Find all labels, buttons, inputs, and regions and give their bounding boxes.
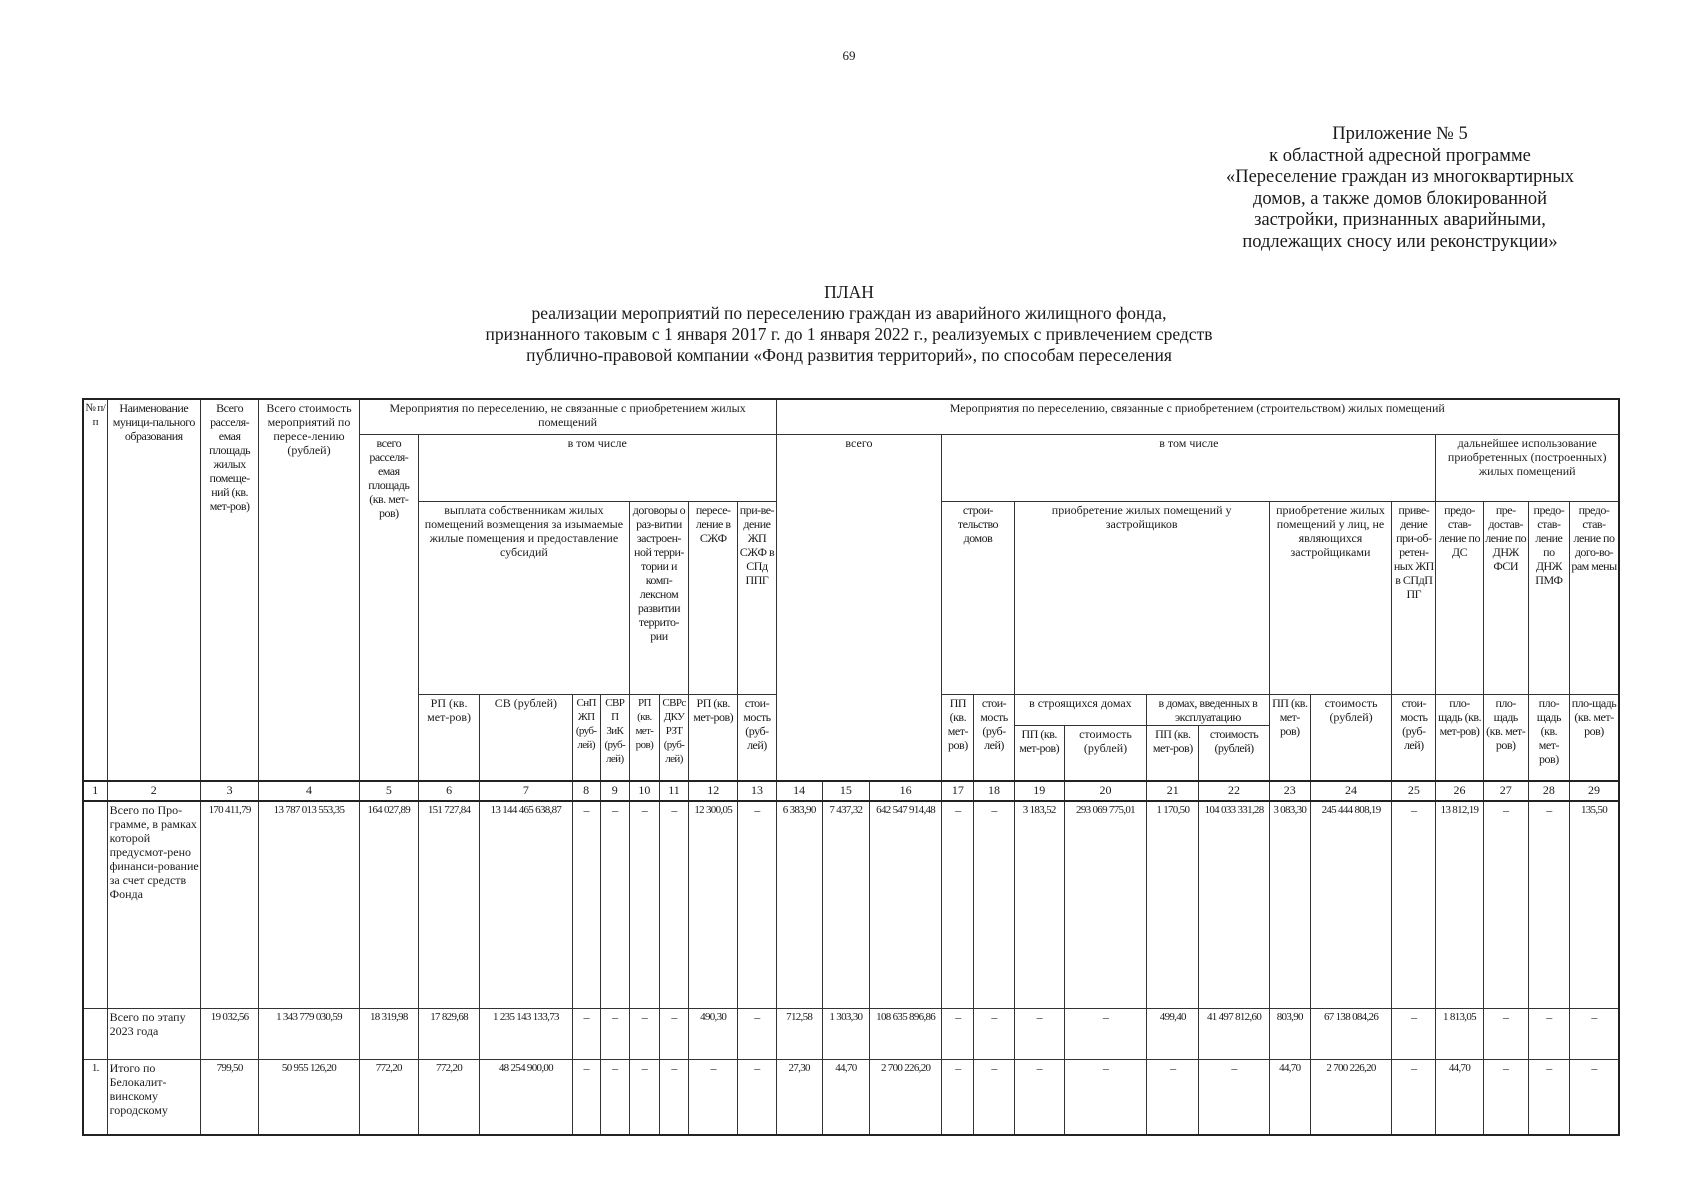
table-cell: – [1528, 1060, 1569, 1136]
table-cell: 19 032,56 [201, 1009, 259, 1060]
th-sv: СВ (рублей) [480, 695, 572, 782]
th-prov-fsi: пре-достав-ление по ДНЖ ФСИ [1483, 502, 1528, 695]
table-cell: 1 235 143 133,73 [480, 1009, 572, 1060]
th-b-including: в том числе [942, 435, 1436, 502]
table-cell: 44,70 [1436, 1060, 1483, 1136]
th-payout: выплата собственникам жилых помещений возмещения за изымаемые жилые помещения и предоставление субсидий [418, 502, 629, 695]
table-cell: 135,50 [1569, 801, 1619, 1009]
table-cell: 13 812,19 [1436, 801, 1483, 1009]
column-number: 6 [418, 781, 479, 801]
table-cell: – [572, 801, 600, 1009]
column-number: 15 [822, 781, 869, 801]
th-group-acquisition: Мероприятия по переселению, связанные с приобретением (строительством) жилых помещений [776, 399, 1619, 435]
th-b-total: всего [776, 435, 942, 782]
table-cell: 499,40 [1147, 1009, 1199, 1060]
column-number: 18 [974, 781, 1014, 801]
column-number: 8 [572, 781, 600, 801]
column-number: 20 [1064, 781, 1146, 801]
column-number: 4 [259, 781, 359, 801]
table-cell [83, 801, 107, 1009]
appendix-line: домов, а также домов блокированной [1252, 188, 1548, 209]
th-in-building: в строящихся домах [1014, 695, 1147, 726]
table-cell: – [689, 1060, 738, 1136]
table-cell: 1 343 779 030,59 [259, 1009, 359, 1060]
table-cell: 3 183,52 [1014, 801, 1064, 1009]
table-cell: 293 069 775,01 [1064, 801, 1146, 1009]
column-number: 29 [1569, 781, 1619, 801]
th-in-use-cost: стоимость (рублей) [1199, 726, 1269, 782]
table-cell: – [942, 1009, 974, 1060]
column-number: 13 [738, 781, 776, 801]
table-cell: – [974, 1009, 1014, 1060]
table-cell: 7 437,32 [822, 801, 869, 1009]
column-number: 9 [600, 781, 629, 801]
column-number: 28 [1528, 781, 1569, 801]
th-area-pmf: пло-щадь (кв. мет-ров) [1528, 695, 1569, 782]
th-municipality: Наименование муници-пального образования [107, 399, 200, 781]
cell-municipality: Всего по этапу 2023 года [107, 1009, 200, 1060]
appendix-header [1190, 124, 1610, 253]
th-nondev-cost: стоимость (рублей) [1310, 695, 1391, 782]
th-bring-szf: при-ве-дение ЖП СЖФ в СПд ППГ [738, 502, 776, 695]
th-construction-cost: стои-мость (руб-лей) [974, 695, 1014, 782]
table-cell: – [572, 1009, 600, 1060]
th-building-cost: стоимость (рублей) [1064, 726, 1146, 782]
table-cell: 44,70 [822, 1060, 869, 1136]
table-cell: 803,90 [1269, 1009, 1310, 1060]
th-bring-acquired: приве-дение при-об-ретен-ных ЖП в СПдП ПГ [1392, 502, 1436, 695]
th-contracts: договоры о раз-витии застроен-ной терри-тории и комп-лексном развитии террито-рии [629, 502, 688, 695]
table-cell: 772,20 [418, 1060, 479, 1136]
cell-municipality: Всего по Про-грамме, в рамках которой предусмот-рено финанси-рование за счет средств Фонда [107, 801, 200, 1009]
appendix-line: Приложение № 5 [1332, 124, 1468, 144]
th-area-total: Всего расселя-емая площадь жилых помеще-ний (кв. мет-ров) [201, 399, 259, 781]
th-nondev-pp: ПП (кв. мет-ров) [1269, 695, 1310, 782]
table-cell: 772,20 [359, 1060, 418, 1136]
th-bring-acq-cost: стои-мость (руб-лей) [1392, 695, 1436, 782]
column-number: 3 [201, 781, 259, 801]
table-cell: – [1014, 1009, 1064, 1060]
table-cell: 18 319,98 [359, 1009, 418, 1060]
table-cell: 3 083,30 [1269, 801, 1310, 1009]
plan-subtitle-line: публично-правовой компании «Фонд развития территорий», по способам переселения [526, 345, 1172, 365]
plan-subtitle-line: признанного таковым с 1 января 2017 г. до 1 января 2022 г., реализуемых с привлечением средств [485, 324, 1213, 344]
table-cell: 1 813,05 [1436, 1009, 1483, 1060]
table-cell: – [659, 1060, 688, 1136]
table-cell: 712,58 [776, 1009, 822, 1060]
table-cell: 67 138 084,26 [1310, 1009, 1391, 1060]
table-cell: – [600, 1009, 629, 1060]
appendix-line: застройки, признанных аварийными, [1254, 210, 1546, 230]
th-acq-developers: приобретение жилых помещений у застройщиков [1014, 502, 1269, 695]
th-svr: СВР П ЗиК (руб-лей) [600, 695, 629, 782]
table-cell: – [738, 801, 776, 1009]
table-cell: – [629, 1009, 659, 1060]
table-cell: – [600, 801, 629, 1009]
plan-heading [0, 282, 1698, 366]
th-including: в том числе [418, 435, 776, 502]
th-further-use: дальнейшее использование приобретенных (построенных) жилых помещений [1436, 435, 1619, 502]
column-number: 11 [659, 781, 688, 801]
column-number: 7 [480, 781, 572, 801]
th-in-use: в домах, введенных в эксплуатацию [1147, 695, 1270, 726]
table-cell: 1 303,30 [822, 1009, 869, 1060]
table-cell: – [738, 1009, 776, 1060]
table-cell: – [1392, 801, 1436, 1009]
table-cell: 108 635 896,86 [869, 1009, 941, 1060]
table-cell: – [1392, 1060, 1436, 1136]
table-cell: – [1392, 1009, 1436, 1060]
appendix-line: «Переселение граждан из многоквартирных [1225, 167, 1575, 187]
column-number: 23 [1269, 781, 1310, 801]
column-number: 26 [1436, 781, 1483, 801]
plan-title: ПЛАН [824, 282, 874, 302]
column-number: 25 [1392, 781, 1436, 801]
table-cell: 50 955 126,20 [259, 1060, 359, 1136]
table-cell: 17 829,68 [418, 1009, 479, 1060]
table-cell: 1 170,50 [1147, 801, 1199, 1009]
th-area-exchange: пло-щадь (кв. мет-ров) [1569, 695, 1619, 782]
table-cell: 13 787 013 553,35 [259, 801, 359, 1009]
table-cell: 164 027,89 [359, 801, 418, 1009]
resettlement-plan-table [82, 398, 1620, 1136]
th-szf-rp: РП (кв. мет-ров) [689, 695, 738, 782]
column-numbers-row [83, 781, 1619, 801]
th-group-not-acquisition: Мероприятия по переселению, не связанные с приобретением жилых помещений [359, 399, 776, 435]
table-row [83, 1009, 1619, 1060]
table-cell: – [974, 1060, 1014, 1136]
table-cell: – [1569, 1009, 1619, 1060]
column-number: 14 [776, 781, 822, 801]
th-building-pp: ПП (кв. мет-ров) [1014, 726, 1064, 782]
table-cell: – [629, 1060, 659, 1136]
th-construction: строи-тельство домов [942, 502, 1014, 695]
table-cell: 48 254 900,00 [480, 1060, 572, 1136]
table-cell: – [1483, 801, 1528, 1009]
table-cell: – [1064, 1009, 1146, 1060]
th-prov-pmf: предо-став-ление по ДНЖ ПМФ [1528, 502, 1569, 695]
column-number: 21 [1147, 781, 1199, 801]
table-cell: 1. [83, 1060, 107, 1136]
column-number: 2 [107, 781, 200, 801]
column-number: 24 [1310, 781, 1391, 801]
table-cell: – [974, 801, 1014, 1009]
table-cell: – [738, 1060, 776, 1136]
table-cell: 490,30 [689, 1009, 738, 1060]
table-cell: – [942, 801, 974, 1009]
column-number: 10 [629, 781, 659, 801]
table-cell: – [942, 1060, 974, 1136]
table-cell: 642 547 914,48 [869, 801, 941, 1009]
column-number: 19 [1014, 781, 1064, 801]
table-cell: – [629, 801, 659, 1009]
appendix-line: подлежащих сносу или реконструкции» [1242, 231, 1558, 252]
column-number: 12 [689, 781, 738, 801]
page-number: 69 [842, 48, 856, 63]
th-cost-total: Всего стоимость мероприятий по пересе-лению (рублей) [259, 399, 359, 781]
plan-subtitle-line: реализации мероприятий по переселению граждан из аварийного жилищного фонда, [531, 303, 1167, 323]
th-acq-non-developers: приобретение жилых помещений у лиц, не являющихся застройщиками [1269, 502, 1392, 695]
th-in-use-pp: ПП (кв. мет-ров) [1147, 726, 1199, 782]
th-area-ds: пло-щадь (кв. мет-ров) [1436, 695, 1483, 782]
table-cell: – [1483, 1060, 1528, 1136]
table-cell: 170 411,79 [201, 801, 259, 1009]
table-cell: 799,50 [201, 1060, 259, 1136]
table-cell: 245 444 808,19 [1310, 801, 1391, 1009]
column-number: 5 [359, 781, 418, 801]
table-cell: – [659, 1009, 688, 1060]
table-cell: – [600, 1060, 629, 1136]
column-number: 17 [942, 781, 974, 801]
th-resettle-szf: пересе-ление в СЖФ [689, 502, 738, 695]
table-cell: – [1064, 1060, 1146, 1136]
th-construction-pp: ПП (кв. мет-ров) [942, 695, 974, 782]
column-number: 16 [869, 781, 941, 801]
table-cell: – [1528, 801, 1569, 1009]
th-area-fsi: пло-щадь (кв. мет-ров) [1483, 695, 1528, 782]
table-cell: – [1014, 1060, 1064, 1136]
table-cell: 13 144 465 638,87 [480, 801, 572, 1009]
table-cell: – [659, 801, 688, 1009]
table-cell: 2 700 226,20 [869, 1060, 941, 1136]
table-cell: – [572, 1060, 600, 1136]
table-cell: 27,30 [776, 1060, 822, 1136]
table-row [83, 801, 1619, 1009]
th-subsidy: СнП ЖП (руб-лей) [572, 695, 600, 782]
table-row [83, 1060, 1619, 1136]
table-cell: – [1569, 1060, 1619, 1136]
table-cell: 41 497 812,60 [1199, 1009, 1269, 1060]
table-cell: – [1147, 1060, 1199, 1136]
column-number: 27 [1483, 781, 1528, 801]
table-cell: 151 727,84 [418, 801, 479, 1009]
cell-municipality: Итого по Белокалит-винскому городскому [107, 1060, 200, 1136]
table-cell: 12 300,05 [689, 801, 738, 1009]
table-body [83, 801, 1619, 1135]
table-cell [83, 1009, 107, 1060]
th-num: № п/п [83, 399, 107, 781]
table-cell: 104 033 331,28 [1199, 801, 1269, 1009]
table-cell: – [1199, 1060, 1269, 1136]
th-prov-exchange: предо-став-ление по дого-во-рам мены [1569, 502, 1619, 695]
table-cell: – [1528, 1009, 1569, 1060]
th-contracts-rp: РП (кв. мет-ров) [629, 695, 659, 782]
th-prov-ds: предо-став-ление по ДС [1436, 502, 1483, 695]
th-contracts-svr: СВРс ДКУ РЗТ (руб-лей) [659, 695, 688, 782]
th-a-total: всего расселя-емая площадь (кв. мет-ров) [359, 435, 418, 782]
column-number: 22 [1199, 781, 1269, 801]
th-bring-cost: стои-мость (руб-лей) [738, 695, 776, 782]
column-number: 1 [83, 781, 107, 801]
table-cell: 2 700 226,20 [1310, 1060, 1391, 1136]
th-rp-m: РП (кв. мет-ров) [418, 695, 479, 782]
table-cell: – [1483, 1009, 1528, 1060]
appendix-line: к областной адресной программе [1269, 145, 1531, 166]
table-cell: 6 383,90 [776, 801, 822, 1009]
table-cell: 44,70 [1269, 1060, 1310, 1136]
